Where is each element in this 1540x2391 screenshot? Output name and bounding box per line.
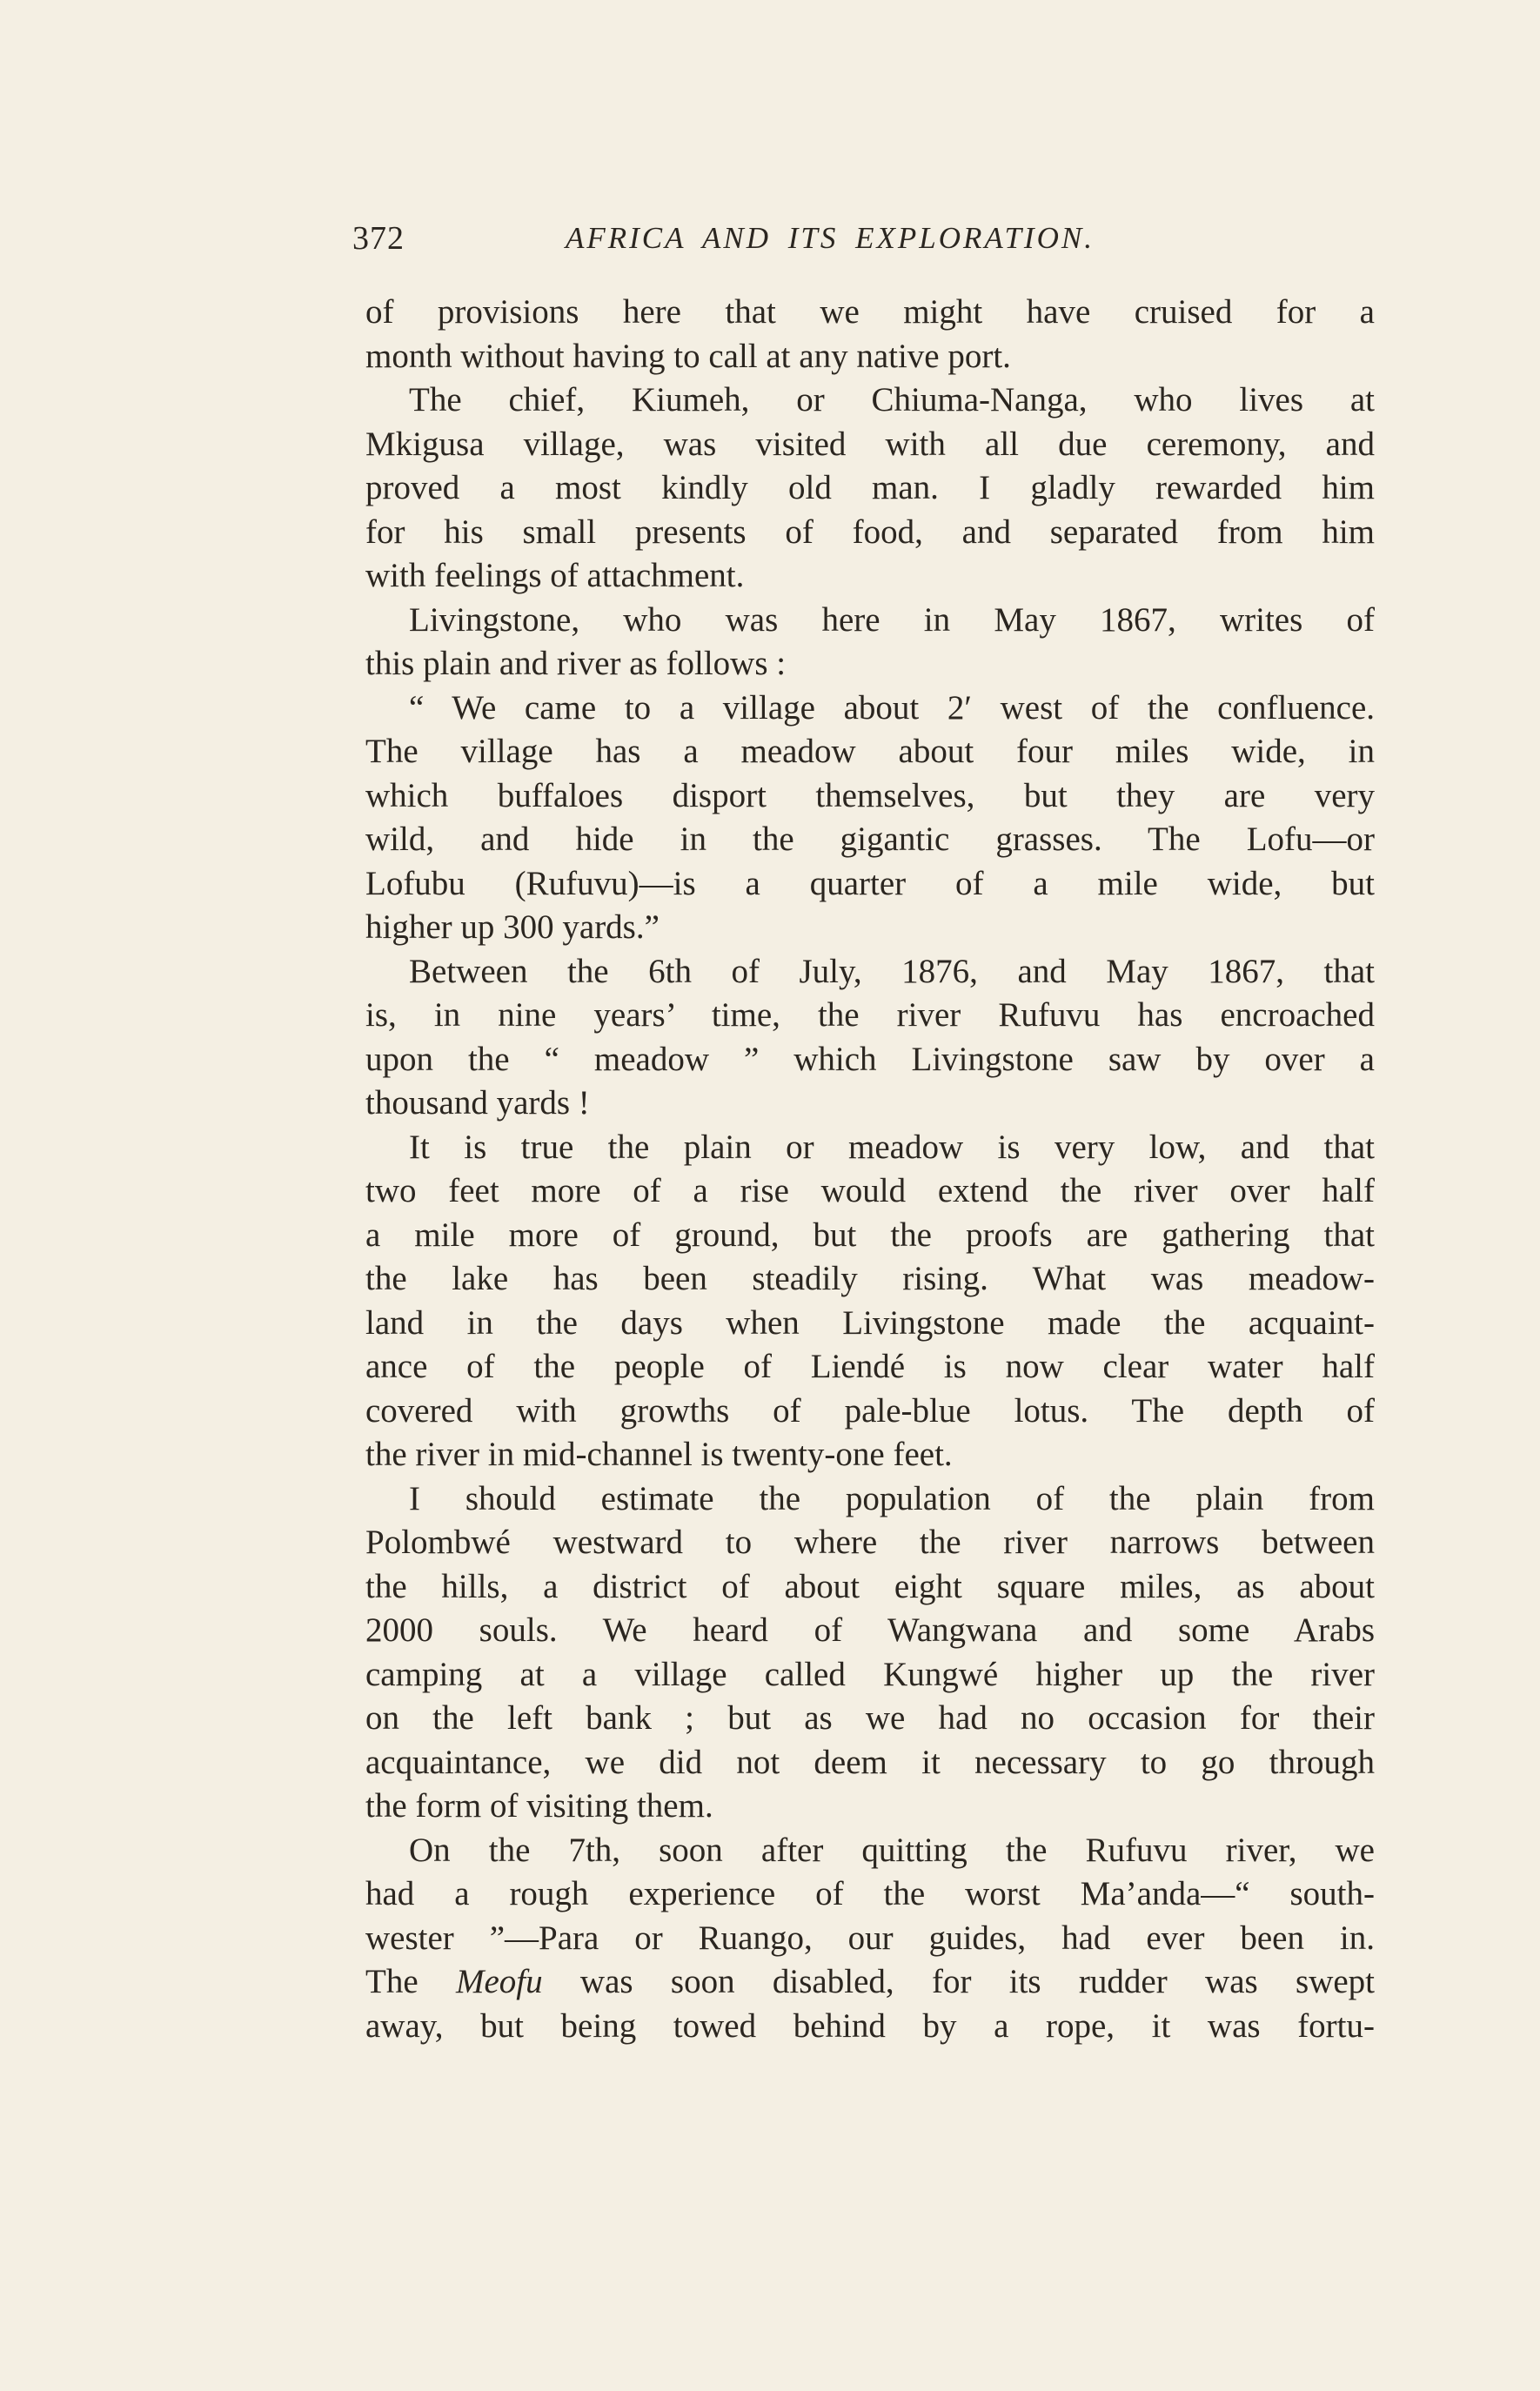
running-head — [352, 219, 1379, 265]
page-number: 372 — [352, 220, 405, 257]
text-segment: was soon disabled, for its rudder was swept — [542, 1963, 1376, 2000]
body-text — [365, 291, 1375, 2048]
text-line: covered with growths of pale-blue lotus. The depth of — [365, 1391, 1375, 1430]
text-line: I should estimate the population of the plain from — [409, 1479, 1375, 1517]
text-line: It is true the plain or meadow is very low, and that — [409, 1128, 1375, 1166]
text-line: The village has a meadow about four miles wide, in — [365, 733, 1375, 770]
running-title: AFRICA AND ITS EXPLORATION. — [566, 221, 1095, 255]
text-line: wild, and hide in the gigantic grasses. The Lofu—or — [365, 820, 1375, 858]
text-line: month without having to call at any native port. — [365, 337, 1011, 375]
text-line: 2000 souls. We heard of Wangwana and some Arabs — [365, 1611, 1375, 1649]
text-line: On the 7th, soon after quitting the Rufuvu river, we — [409, 1831, 1375, 1869]
text-line: upon the “ meadow ” which Livingstone saw by over a — [365, 1040, 1375, 1078]
text-line: the river in mid-channel is twenty-one feet. — [365, 1436, 953, 1473]
text-line: for his small presents of food, and separated from him — [365, 512, 1375, 551]
text-line: Between the 6th of July, 1876, and May 1867, that — [409, 952, 1375, 990]
text-line: away, but being towed behind by a rope, it was fortu- — [365, 2006, 1375, 2045]
text-line: the hills, a district of about eight square miles, as about — [365, 1567, 1375, 1605]
text-line: proved a most kindly old man. I gladly rewarded him — [365, 469, 1375, 506]
text-line: land in the days when Livingstone made the acquaint- — [365, 1303, 1375, 1342]
text-line: wester ”—Para or Ruango, our guides, had ever been in. — [365, 1919, 1375, 1957]
text-line: Livingstone, who was here in May 1867, writes of — [409, 600, 1375, 639]
text-line: of provisions here that we might have cruised for a — [365, 293, 1375, 331]
text-line: Lofubu (Rufuvu)—is a quarter of a mile wide, but — [365, 864, 1375, 902]
text-line: with feelings of attachment. — [365, 557, 745, 594]
text-line: two feet more of a rise would extend the river over half — [365, 1172, 1375, 1209]
text-line: Polombwé westward to where the river narrows between — [365, 1524, 1375, 1561]
text-line: the form of visiting them. — [365, 1787, 713, 1825]
text-line: this plain and river as follows : — [365, 645, 787, 682]
text-line: on the left bank ; but as we had no occasion for their — [365, 1699, 1375, 1737]
text-line: had a rough experience of the worst Ma’anda—“ south- — [365, 1875, 1375, 1912]
text-line: camping at a village called Kungwé higher up the river — [365, 1655, 1375, 1693]
text-line: thousand yards ! — [365, 1084, 590, 1122]
text-line: acquaintance, we did not deem it necessary to go through — [365, 1743, 1375, 1781]
text-line — [365, 1960, 1375, 2005]
text-line: higher up 300 yards.” — [365, 908, 660, 946]
text-line: is, in nine years’ time, the river Rufuvu has encroached — [365, 996, 1375, 1034]
text-line: ance of the people of Liendé is now clear water half — [365, 1348, 1375, 1385]
text-line: which buffaloes disport themselves, but they are very — [365, 776, 1375, 814]
ship-name: Meofu — [455, 1963, 543, 2000]
text-line: a mile more of ground, but the proofs are gathering that — [365, 1216, 1375, 1254]
text-segment: The — [365, 1963, 456, 2000]
text-line: the lake has been steadily rising. What was meadow- — [365, 1260, 1375, 1297]
text-line: “ We came to a village about 2′ west of the confluence. — [409, 688, 1375, 727]
text-line: Mkigusa village, was visited with all due ceremony, and — [365, 425, 1375, 463]
text-line: The chief, Kiumeh, or Chiuma-Nanga, who lives at — [409, 381, 1375, 419]
